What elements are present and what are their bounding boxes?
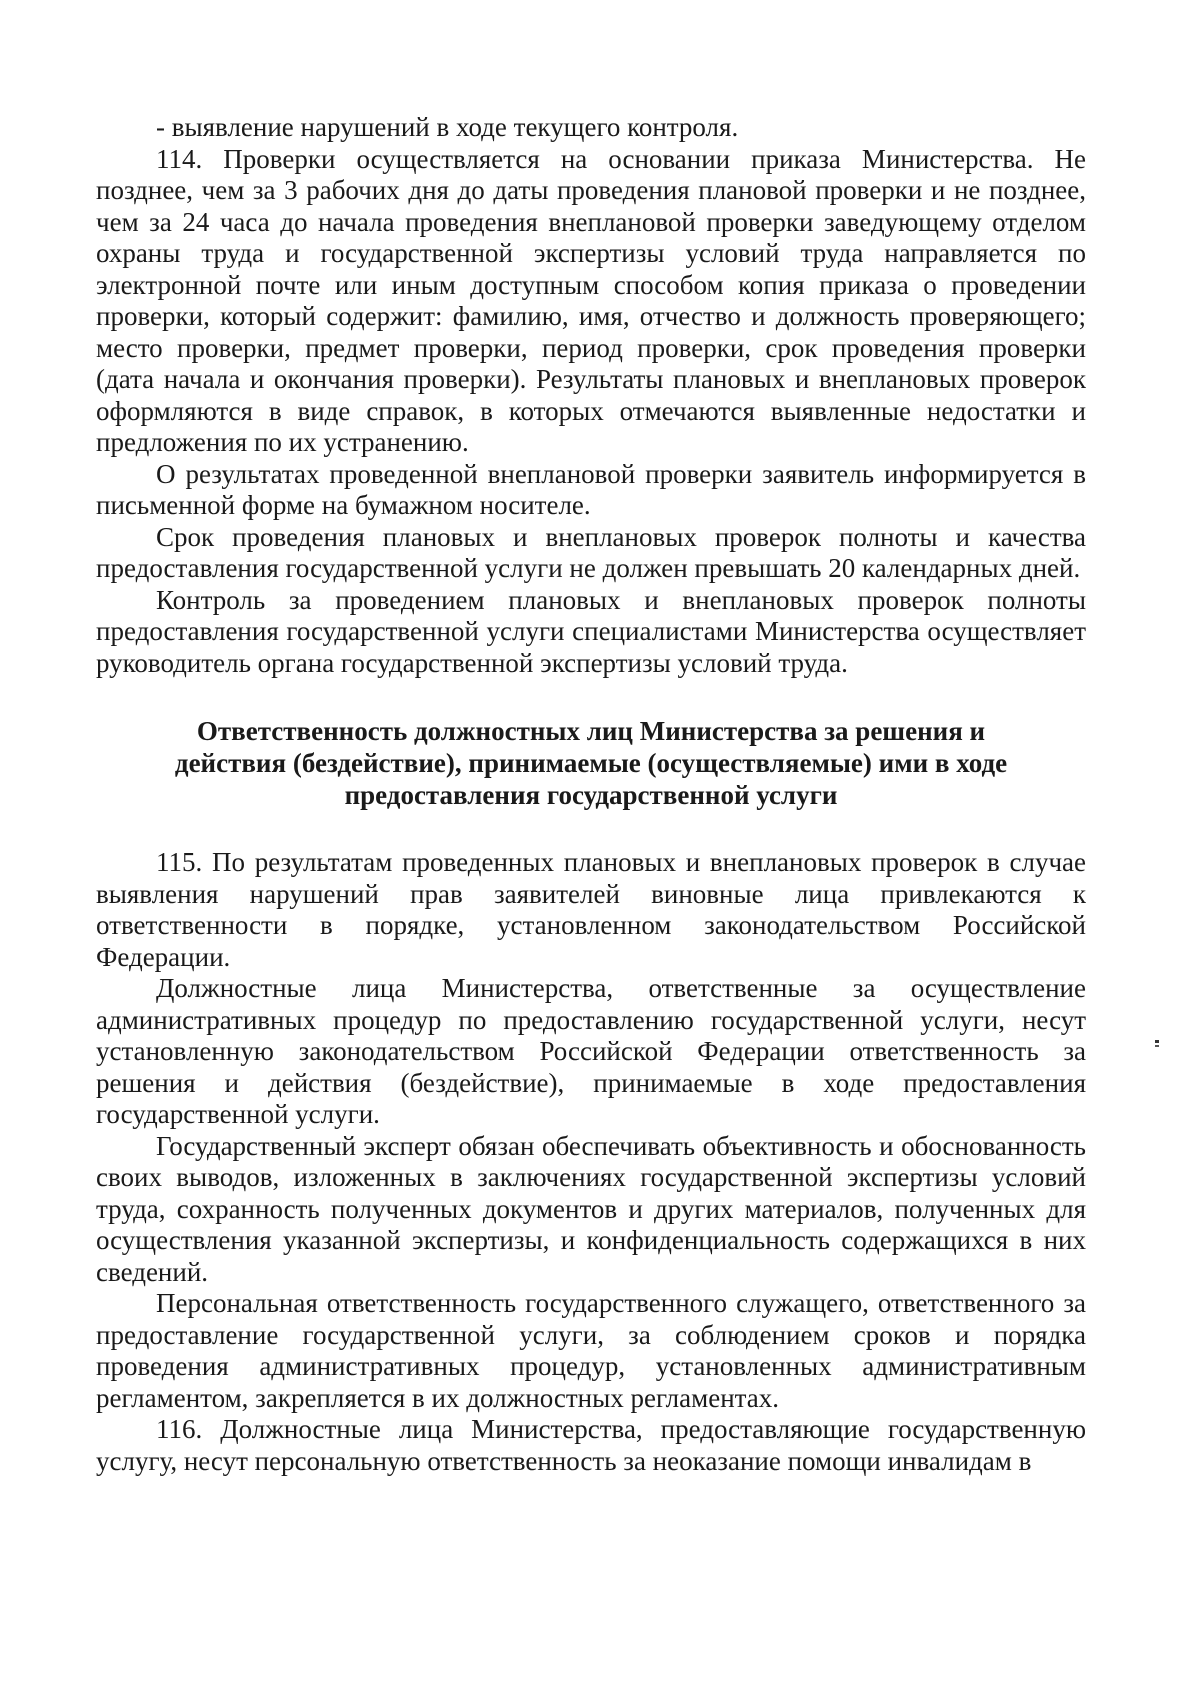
section-heading <box>96 715 1086 811</box>
scan-artifact <box>1155 1040 1159 1043</box>
heading-line: предоставления государственной услуги <box>344 780 838 810</box>
scan-artifact <box>1155 1045 1159 1047</box>
paragraph-inspection-control: Контроль за проведением плановых и внеплановых проверок полноты предоставления государственной услуги специалистами Министерства осуществляет руководитель органа государственной экспертизы условий труда. <box>96 584 1086 678</box>
paragraph-116: 116. Должностные лица Министерства, предоставляющие государственную услугу, несут персональную ответственность за неоказание помощи инвалидам в <box>96 1414 1086 1476</box>
paragraph-personal-responsibility: Персональная ответственность государственного служащего, ответственного за предоставление государственной услуги, за соблюдением сроков и порядка проведения административных процедур, установленных административным регламентом, закрепляется в их должностных регламентах. <box>96 1288 1086 1413</box>
document-body <box>96 112 1086 1477</box>
heading-line: действия (бездействие), принимаемые (осуществляемые) ими в ходе <box>174 748 1008 778</box>
paragraph-115: 115. По результатам проведенных плановых и внеплановых проверок в случае выявления нарушений прав заявителей виновные лица привлекаются к ответственности в порядке, установленном законодательством Российской Федерации. <box>96 847 1086 972</box>
paragraph-114: 114. Проверки осуществляется на основании приказа Министерства. Не позднее, чем за 3 рабочих дня до даты проведения плановой проверки и не позднее, чем за 24 часа до начала проведения внеплановой проверки заведующему отделом охраны труда и государственной экспертизы условий труда направляется по электронной почте или иным доступным способом копия приказа о проведении проверки, который содержит: фамилию, имя, отчество и должность проверяющего; место проверки, предмет проверки, период проверки, срок проведения проверки (дата начала и окончания проверки). Результаты плановых и внеплановых проверок оформляются в виде справок, в которых отмечаются выявленные недостатки и предложения по их устранению. <box>96 143 1086 457</box>
paragraph-unscheduled-result: О результатах проведенной внеплановой проверки заявитель информируется в письменной форме на бумажном носителе. <box>96 458 1086 520</box>
heading-line: Ответственность должностных лиц Министерства за решения и <box>196 716 986 746</box>
paragraph-violations-detection: - выявление нарушений в ходе текущего контроля. <box>156 112 739 142</box>
paragraph-inspection-term: Срок проведения плановых и внеплановых проверок полноты и качества предоставления государственной услуги не должен превышать 20 календарных дней. <box>96 521 1086 583</box>
paragraph-state-expert: Государственный эксперт обязан обеспечивать объективность и обоснованность своих выводов, изложенных в заключениях государственной экспертизы условий труда, сохранность полученных документов и других материалов, полученных для осуществления указанной экспертизы, и конфиденциальность содержащихся в них сведений. <box>96 1130 1086 1287</box>
paragraph-officials-responsibility: Должностные лица Министерства, ответственные за осуществление административных процедур по предоставлению государственной услуги, несут установленную законодательством Российской Федерации ответственность за решения и действия (бездействие), принимаемые в ходе предоставления государственной услуги. <box>96 973 1086 1129</box>
